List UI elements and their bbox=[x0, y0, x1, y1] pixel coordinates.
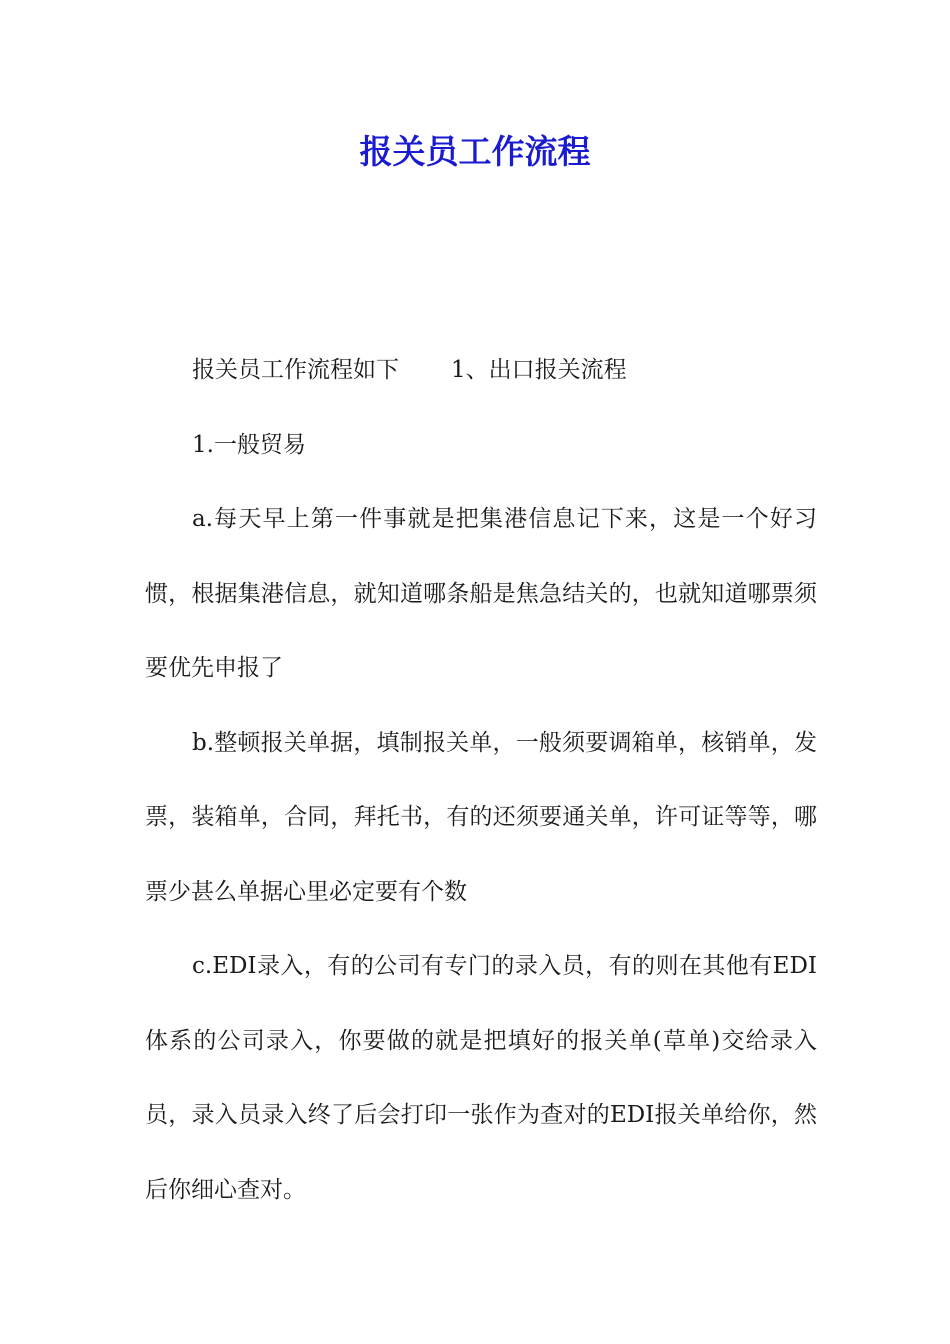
paragraph-c: c.EDI录入，有的公司有专门的录入员，有的则在其他有EDI体系的公司录入，你要做的就是把填好的报关单(草单)交给录入员，录入员录入终了后会打印一张作为查对的EDI报关单给你，然后你细心查对。 bbox=[145, 953, 817, 1203]
paragraph-b: b.整顿报关单据，填制报关单，一般须要调箱单，核销单，发票，装箱单，合同，拜托书，有的还须要通关单，许可证等等，哪票少甚么单据心里必定要有个数 bbox=[145, 729, 817, 905]
paragraph-subheading: 1.一般贸易 bbox=[192, 431, 306, 458]
intro-paragraph bbox=[145, 333, 817, 408]
document-body bbox=[145, 333, 817, 1227]
intro-text: 报关员工作流程如下 bbox=[192, 357, 399, 383]
page-title: 报关员工作流程 bbox=[359, 132, 591, 171]
paragraph-a: a.每天早上第一件事就是把集港信息记下来，这是一个好习惯，根据集港信息，就知道哪条船是焦急结关的，也就知道哪票须要优先申报了 bbox=[145, 506, 817, 681]
section-heading: 1、出口报关流程 bbox=[451, 357, 627, 383]
